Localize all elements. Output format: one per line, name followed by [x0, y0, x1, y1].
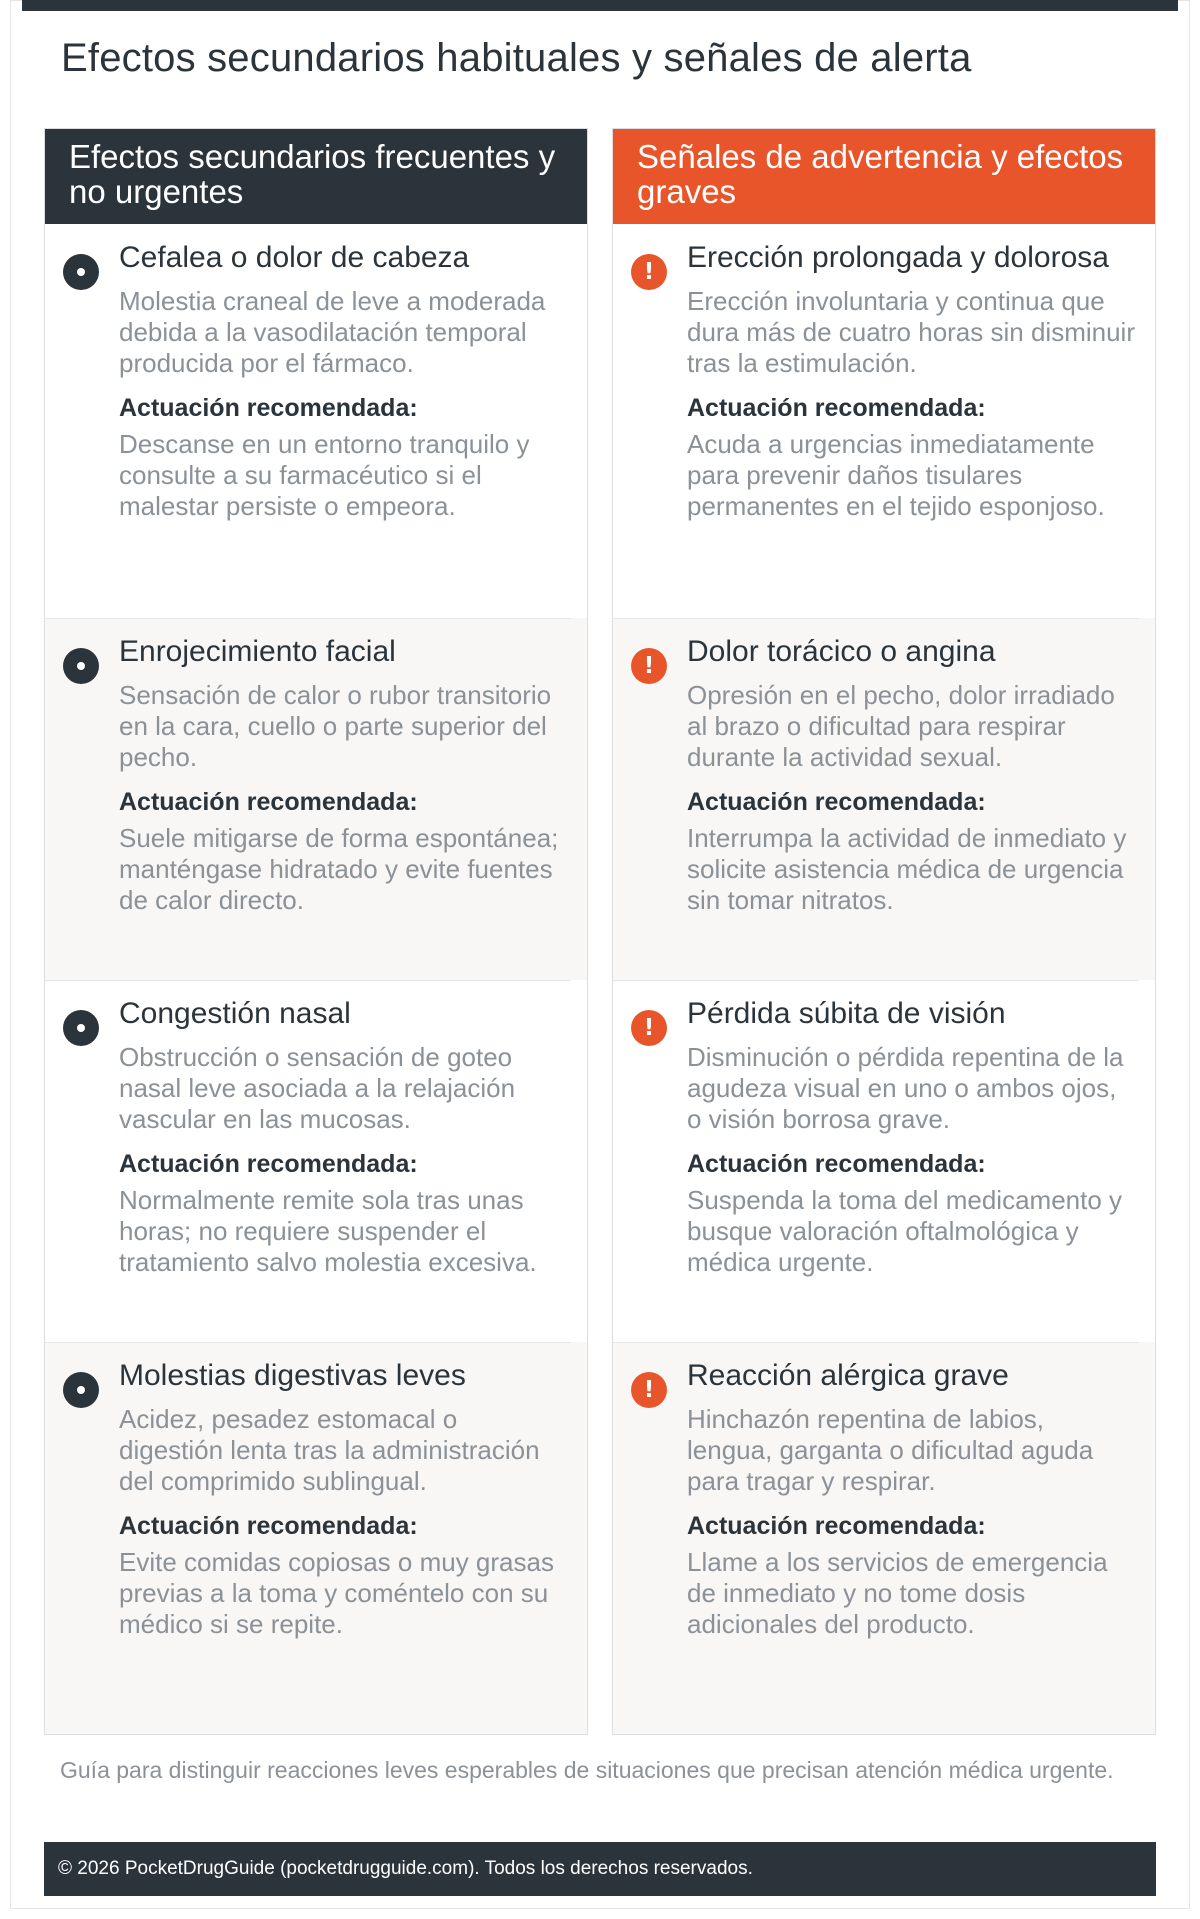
item-description: Erección involuntaria y continua que dura más de cuatro horas sin disminuir tras la estimulación.	[687, 286, 1135, 378]
item-description: Obstrucción o sensación de goteo nasal leve asociada a la relajación vascular en las mucosas.	[119, 1042, 516, 1134]
exclamation-icon: !	[631, 648, 667, 684]
exclamation-icon: !	[631, 254, 667, 290]
item-title: Dolor torácico o angina	[687, 635, 996, 668]
item-description: Molestia craneal de leve a moderada debida a la vasodilatación temporal producida por el fármaco.	[119, 286, 546, 378]
warning-signs-column	[612, 128, 1156, 1735]
divider	[45, 980, 571, 981]
page-title: Efectos secundarios habituales y señales de alerta	[61, 36, 972, 80]
item-description: Opresión en el pecho, dolor irradiado al brazo o dificultad para respirar durante la actividad sexual.	[687, 680, 1115, 772]
item-title: Erección prolongada y dolorosa	[687, 241, 1109, 274]
copyright-footer: © 2026 PocketDrugGuide (pocketdrugguide.com). Todos los derechos reservados.	[44, 1842, 1156, 1896]
action-label: Actuación recomendada:	[119, 788, 418, 816]
bullet-icon	[63, 254, 99, 290]
action-label: Actuación recomendada:	[687, 788, 986, 816]
item-description: Hinchazón repentina de labios, lengua, garganta o dificultad aguda para tragar y respirar.	[687, 1404, 1094, 1496]
item-title: Cefalea o dolor de cabeza	[119, 241, 470, 274]
page-caption: Guía para distinguir reacciones leves esperables de situaciones que precisan atención médica urgente.	[60, 1757, 1114, 1783]
common-side-effects-column	[44, 128, 588, 1735]
column-header-common: Efectos secundarios frecuentes y no urgentes	[45, 129, 587, 224]
divider	[45, 618, 571, 619]
exclamation-icon: !	[631, 1010, 667, 1046]
list-item	[45, 224, 587, 618]
divider	[45, 1342, 571, 1343]
action-text: Interrumpa la actividad de inmediato y solicite asistencia médica de urgencia sin tomar nitratos.	[687, 823, 1127, 915]
action-text: Suspenda la toma del medicamento y busque valoración oftalmológica y médica urgente.	[687, 1185, 1123, 1277]
list-item	[613, 224, 1155, 618]
item-title: Enrojecimiento facial	[119, 635, 396, 668]
bullet-icon	[63, 1010, 99, 1046]
bullet-icon	[63, 648, 99, 684]
action-label: Actuación recomendada:	[687, 394, 986, 422]
item-description: Sensación de calor o rubor transitorio en la cara, cuello o parte superior del pecho.	[119, 680, 552, 772]
item-title: Molestias digestivas leves	[119, 1359, 466, 1392]
divider	[613, 980, 1139, 981]
action-label: Actuación recomendada:	[119, 1150, 418, 1178]
item-title: Congestión nasal	[119, 997, 351, 1030]
action-label: Actuación recomendada:	[687, 1512, 986, 1540]
item-title: Pérdida súbita de visión	[687, 997, 1006, 1030]
list-item	[613, 1342, 1155, 1734]
divider	[613, 618, 1139, 619]
action-text: Evite comidas copiosas o muy grasas previas a la toma y coméntelo con su médico si se repite.	[119, 1547, 554, 1639]
exclamation-icon: !	[631, 1372, 667, 1408]
list-item	[45, 980, 587, 1342]
action-text: Descanse en un entorno tranquilo y consulte a su farmacéutico si el malestar persiste o empeora.	[119, 429, 530, 521]
item-description: Disminución o pérdida repentina de la agudeza visual en uno o ambos ojos, o visión borrosa grave.	[687, 1042, 1124, 1134]
divider	[613, 1342, 1139, 1343]
top-accent-bar	[22, 0, 1178, 11]
action-text: Acuda a urgencias inmediatamente para prevenir daños tisulares permanentes en el tejido esponjoso.	[687, 429, 1105, 521]
item-description: Acidez, pesadez estomacal o digestión lenta tras la administración del comprimido sublingual.	[119, 1404, 540, 1496]
action-label: Actuación recomendada:	[119, 394, 418, 422]
list-item	[613, 980, 1155, 1342]
action-text: Llame a los servicios de emergencia de inmediato y no tome dosis adicionales del producto.	[687, 1547, 1108, 1639]
list-item	[613, 618, 1155, 980]
column-header-warnings: Señales de advertencia y efectos graves	[613, 129, 1155, 224]
list-item	[45, 1342, 587, 1734]
item-title: Reacción alérgica grave	[687, 1359, 1009, 1392]
bullet-icon	[63, 1372, 99, 1408]
action-label: Actuación recomendada:	[119, 1512, 418, 1540]
action-text: Normalmente remite sola tras unas horas; no requiere suspender el tratamiento salvo molestia excesiva.	[119, 1185, 537, 1277]
action-text: Suele mitigarse de forma espontánea; manténgase hidratado y evite fuentes de calor directo.	[119, 823, 559, 915]
action-label: Actuación recomendada:	[687, 1150, 986, 1178]
list-item	[45, 618, 587, 980]
